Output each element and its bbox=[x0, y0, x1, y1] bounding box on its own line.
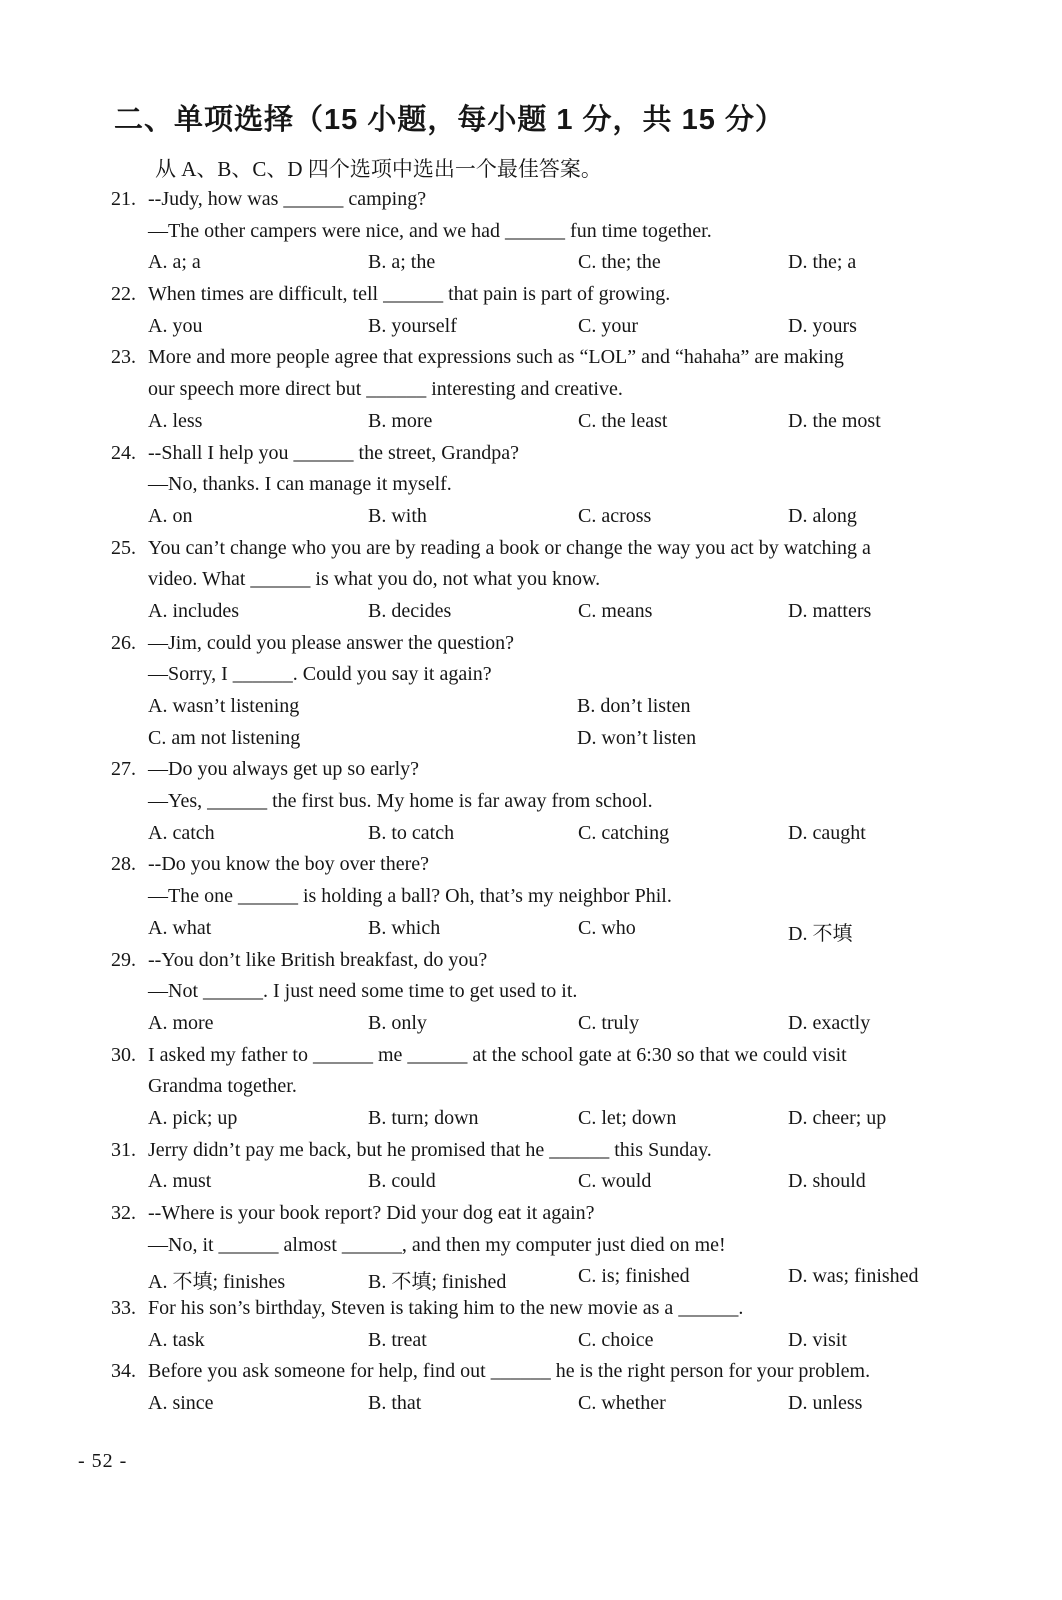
question-text: —Jim, could you please answer the question? bbox=[148, 631, 515, 654]
option-c: C. choice bbox=[578, 1328, 654, 1351]
question-text: --Shall I help you ______ the street, Grandpa? bbox=[148, 441, 520, 464]
questions bbox=[0, 188, 1062, 1424]
question-text: Before you ask someone for help, find out ______ he is the right person for your problem. bbox=[148, 1360, 871, 1383]
question-line bbox=[0, 537, 1062, 569]
question-line bbox=[0, 473, 1062, 505]
question-line bbox=[0, 980, 1062, 1012]
options-row bbox=[0, 505, 1062, 537]
option-b: B. that bbox=[368, 1392, 422, 1415]
question-27 bbox=[0, 758, 1062, 853]
option-d: D. caught bbox=[788, 821, 866, 844]
question-number: 27. bbox=[111, 758, 136, 781]
question-text: --Judy, how was ______ camping? bbox=[148, 188, 427, 210]
question-24 bbox=[0, 442, 1062, 537]
option-d: D. cheer; up bbox=[788, 1106, 887, 1129]
question-number: 29. bbox=[111, 948, 136, 971]
question-line bbox=[0, 853, 1062, 885]
question-line bbox=[0, 758, 1062, 790]
options-row bbox=[0, 695, 1062, 727]
question-line bbox=[0, 663, 1062, 695]
option-a: A. 不填; finishes bbox=[148, 1271, 286, 1294]
option-c: C. catching bbox=[578, 821, 670, 844]
question-text: —Yes, ______ the first bus. My home is far away from school. bbox=[148, 790, 653, 813]
question-text: You can’t change who you are by reading a book or change the way you act by watching a bbox=[148, 536, 871, 559]
question-number: 21. bbox=[111, 188, 136, 210]
question-26 bbox=[0, 632, 1062, 759]
question-25 bbox=[0, 537, 1062, 632]
option-a: A. what bbox=[148, 916, 212, 939]
option-c: C. is; finished bbox=[578, 1265, 690, 1288]
option-b: B. could bbox=[368, 1170, 436, 1193]
question-line bbox=[0, 188, 1062, 220]
option-a: A. since bbox=[148, 1392, 214, 1415]
question-text: More and more people agree that expressions such as “LOL” and “hahaha” are making bbox=[148, 346, 844, 369]
options-row bbox=[0, 1170, 1062, 1202]
option-b: B. only bbox=[368, 1011, 427, 1034]
option-a: A. you bbox=[148, 314, 203, 337]
question-text: --Where is your book report? Did your dog eat it again? bbox=[148, 1202, 595, 1224]
question-number: 33. bbox=[111, 1297, 136, 1320]
option-b: B. decides bbox=[368, 599, 452, 622]
option-c: C. who bbox=[578, 916, 636, 939]
options-row bbox=[0, 917, 1062, 949]
option-d: D. along bbox=[788, 504, 857, 527]
option-c: C. would bbox=[578, 1170, 652, 1193]
options-row bbox=[0, 727, 1062, 759]
question-23 bbox=[0, 346, 1062, 441]
question-number: 28. bbox=[111, 853, 136, 876]
option-c: C. across bbox=[578, 504, 652, 527]
option-c: C. means bbox=[578, 599, 653, 622]
question-text: video. What ______ is what you do, not what you know. bbox=[148, 568, 601, 591]
option-c: C. whether bbox=[578, 1392, 666, 1415]
question-text: Jerry didn’t pay me back, but he promised that he ______ this Sunday. bbox=[148, 1138, 712, 1161]
question-line bbox=[0, 1139, 1062, 1171]
option-d: D. should bbox=[788, 1170, 866, 1193]
option-c: C. your bbox=[578, 314, 638, 337]
question-text: our speech more direct but ______ interesting and creative. bbox=[148, 378, 623, 401]
question-text: --Do you know the boy over there? bbox=[148, 853, 430, 876]
option-d: D. the most bbox=[788, 409, 881, 432]
question-line bbox=[0, 885, 1062, 917]
option-a: A. task bbox=[148, 1328, 205, 1351]
option-a: A. pick; up bbox=[148, 1106, 238, 1129]
question-line bbox=[0, 568, 1062, 600]
question-33 bbox=[0, 1297, 1062, 1360]
options-row bbox=[0, 251, 1062, 283]
question-line bbox=[0, 346, 1062, 378]
option-d: D. was; finished bbox=[788, 1265, 919, 1288]
question-text: —Not ______. I just need some time to get used to it. bbox=[148, 980, 578, 1003]
question-line bbox=[0, 1360, 1062, 1392]
question-number: 22. bbox=[111, 283, 136, 306]
question-number: 26. bbox=[111, 631, 136, 654]
question-text: —Sorry, I ______. Could you say it again? bbox=[148, 663, 492, 686]
options-row bbox=[0, 1107, 1062, 1139]
question-number: 23. bbox=[111, 346, 136, 369]
option-b: B. turn; down bbox=[368, 1106, 479, 1129]
option-b: B. 不填; finished bbox=[368, 1271, 507, 1294]
question-line bbox=[0, 220, 1062, 252]
options-row bbox=[0, 1329, 1062, 1361]
question-34 bbox=[0, 1360, 1062, 1423]
options-row bbox=[0, 1012, 1062, 1044]
question-line bbox=[0, 949, 1062, 981]
option-b: B. to catch bbox=[368, 821, 455, 844]
option-a: A. wasn’t listening bbox=[148, 695, 300, 717]
option-a: A. includes bbox=[148, 599, 240, 622]
option-b: B. yourself bbox=[368, 314, 457, 337]
question-line bbox=[0, 632, 1062, 664]
option-d: D. unless bbox=[788, 1392, 863, 1415]
question-text: —The other campers were nice, and we had ______ fun time together. bbox=[148, 219, 712, 242]
options-row bbox=[0, 1265, 1062, 1297]
option-b: B. more bbox=[368, 409, 433, 432]
options-row bbox=[0, 600, 1062, 632]
question-line bbox=[0, 283, 1062, 315]
question-number: 31. bbox=[111, 1138, 136, 1161]
question-text: I asked my father to ______ me ______ at the school gate at 6:30 so that we could visit bbox=[148, 1043, 847, 1066]
instruction-text: 从 A、B、C、D 四个选项中选出一个最佳答案。 bbox=[155, 157, 602, 181]
options-row bbox=[0, 410, 1062, 442]
options-row bbox=[0, 822, 1062, 854]
option-c: C. let; down bbox=[578, 1106, 677, 1129]
question-number: 34. bbox=[111, 1360, 136, 1383]
question-22 bbox=[0, 283, 1062, 346]
question-text: When times are difficult, tell ______ that pain is part of growing. bbox=[148, 283, 671, 306]
option-c: C. am not listening bbox=[148, 726, 301, 749]
question-line bbox=[0, 378, 1062, 410]
question-number: 24. bbox=[111, 441, 136, 464]
question-line bbox=[0, 1044, 1062, 1076]
option-d: D. matters bbox=[788, 599, 872, 622]
option-d: D. won’t listen bbox=[577, 726, 697, 749]
question-text: —No, it ______ almost ______, and then my computer just died on me! bbox=[148, 1233, 726, 1256]
question-text: —The one ______ is holding a ball? Oh, that’s my neighbor Phil. bbox=[148, 885, 672, 908]
option-b: B. with bbox=[368, 504, 427, 527]
option-b: B. a; the bbox=[368, 251, 436, 274]
option-b: B. treat bbox=[368, 1328, 427, 1351]
question-line bbox=[0, 790, 1062, 822]
option-d: D. yours bbox=[788, 314, 857, 337]
question-text: --You don’t like British breakfast, do you? bbox=[148, 948, 488, 971]
question-line bbox=[0, 1297, 1062, 1329]
option-d: D. the; a bbox=[788, 251, 857, 274]
option-c: C. truly bbox=[578, 1011, 640, 1034]
option-a: A. catch bbox=[148, 821, 215, 844]
question-number: 32. bbox=[111, 1202, 136, 1224]
question-28 bbox=[0, 853, 1062, 948]
section-header: 二、单项选择（15 小题，每小题 1 分，共 15 分） bbox=[114, 104, 785, 136]
question-number: 30. bbox=[111, 1043, 136, 1066]
option-a: A. more bbox=[148, 1011, 214, 1034]
option-c: C. the; the bbox=[578, 251, 661, 274]
option-a: A. on bbox=[148, 504, 193, 527]
question-line bbox=[0, 1075, 1062, 1107]
question-number: 25. bbox=[111, 536, 136, 559]
option-a: A. must bbox=[148, 1170, 212, 1193]
question-30 bbox=[0, 1044, 1062, 1139]
question-text: For his son’s birthday, Steven is taking him to the new movie as a ______. bbox=[148, 1297, 744, 1320]
question-line bbox=[0, 1234, 1062, 1266]
question-21 bbox=[0, 188, 1062, 283]
question-32 bbox=[0, 1202, 1062, 1297]
option-a: A. a; a bbox=[148, 251, 201, 274]
option-d: D. 不填 bbox=[788, 922, 853, 945]
options-row bbox=[0, 1392, 1062, 1424]
question-line bbox=[0, 442, 1062, 474]
question-text: Grandma together. bbox=[148, 1075, 297, 1098]
question-31 bbox=[0, 1139, 1062, 1202]
option-d: D. visit bbox=[788, 1328, 847, 1351]
option-d: D. exactly bbox=[788, 1011, 871, 1034]
option-b: B. which bbox=[368, 916, 441, 939]
option-c: C. the least bbox=[578, 409, 668, 432]
options-row bbox=[0, 315, 1062, 347]
question-29 bbox=[0, 949, 1062, 1044]
option-a: A. less bbox=[148, 409, 203, 432]
page-number: - 52 - bbox=[78, 1450, 128, 1472]
question-text: —No, thanks. I can manage it myself. bbox=[148, 473, 452, 496]
question-line bbox=[0, 1202, 1062, 1234]
question-text: —Do you always get up so early? bbox=[148, 758, 420, 781]
option-b: B. don’t listen bbox=[577, 695, 691, 717]
